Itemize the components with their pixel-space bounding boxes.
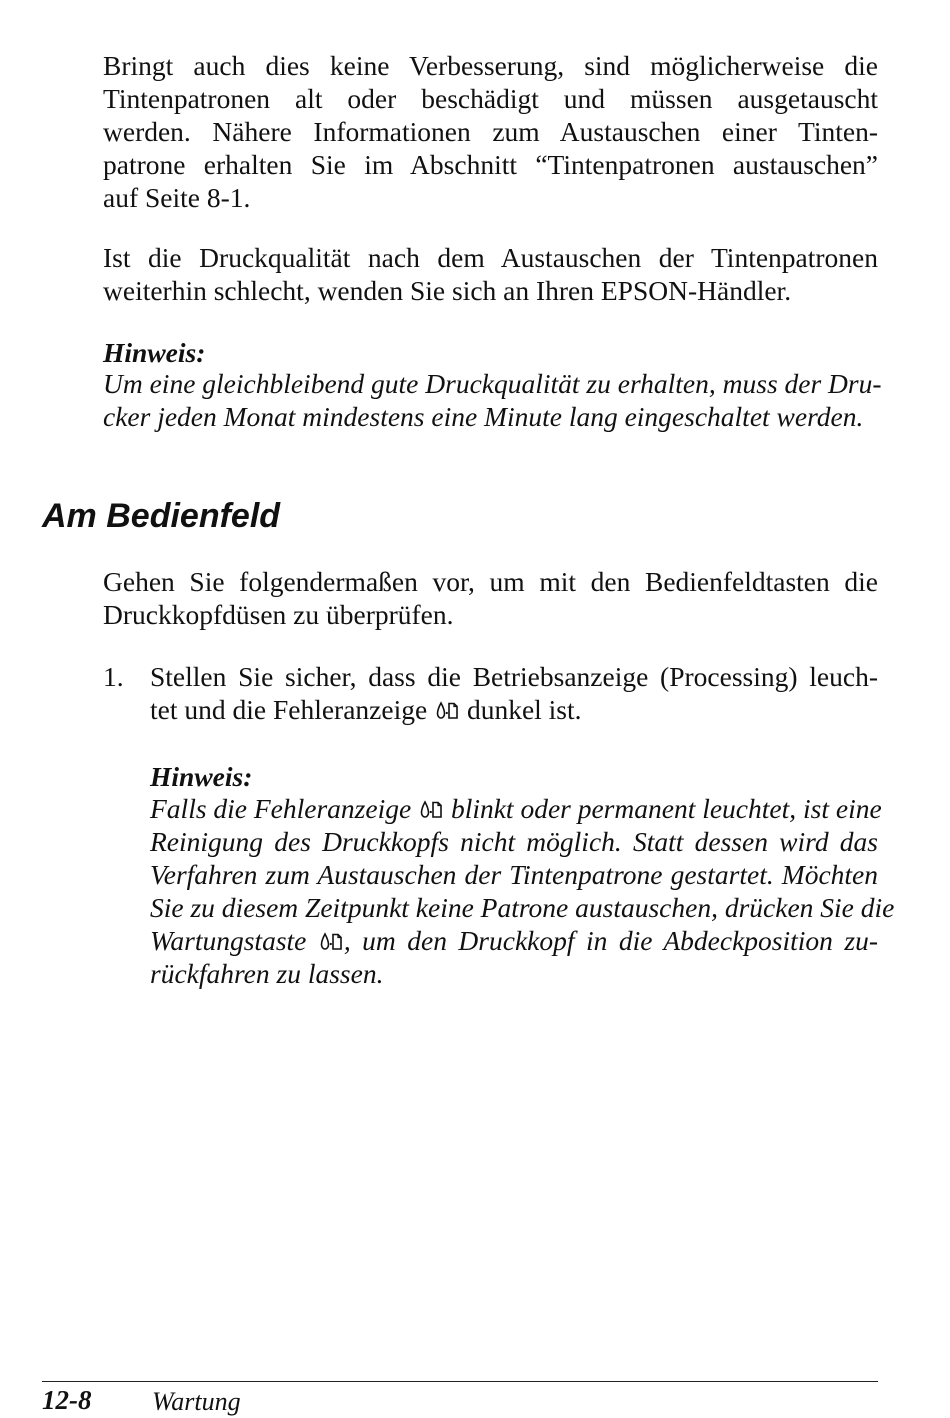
note-text-segment: , um den Druckkopf in die Abdeckposition zu- [343,925,878,956]
text-line [150,693,878,726]
text-line: weiterhin schlecht, wenden Sie sich an Ihren EPSON-Händler. [103,275,792,306]
step-text-segment: dunkel ist. [466,694,582,725]
step-text [150,660,878,726]
page-number: 12-8 [42,1385,92,1415]
section-intro [103,565,878,631]
step-text-segment: tet und die Fehleranzeige [150,694,428,725]
text-line: werden. Nähere Informationen zum Austauschen einer Tinten- [103,116,878,147]
paragraph-contact-dealer [103,241,878,307]
footer-divider [42,1381,878,1382]
note-text-segment: Wartungstaste [150,925,307,956]
note-cleaning-not-possible [150,792,895,990]
section-heading: Am Bedienfeld [42,497,281,535]
note-text-segment: Falls die Fehleranzeige [150,793,412,824]
text-line: Um eine gleichbleibend gute Druckqualität zu erhalten, muss der Dru- [103,368,882,399]
text-line: Bringt auch dies keine Verbesserung, sind möglicherweise die [103,50,878,81]
text-line [150,924,878,957]
chapter-title: Wartung [152,1387,241,1416]
text-line: Sie zu diesem Zeitpunkt keine Patrone austauschen, drücken Sie die [150,892,895,923]
text-line: Verfahren zum Austauschen der Tintenpatrone gestartet. Möchten [150,859,878,890]
text-line: patrone erhalten Sie im Abschnitt “Tintenpatronen austauschen” [103,149,878,180]
step-number: 1. [103,661,124,692]
note-title: Hinweis: [103,337,206,368]
paragraph-replace-cartridges [103,49,878,214]
ink-drop-paper-icon [436,701,458,721]
note-print-quality [103,367,882,433]
text-line: Ist die Druckqualität nach dem Austauschen der Tintenpatronen [103,242,878,273]
text-line [150,792,882,825]
text-line: cker jeden Monat mindestens eine Minute lang eingeschaltet werden. [103,401,864,432]
text-line: Druckkopfdüsen zu überprüfen. [103,599,454,630]
ink-drop-paper-icon [420,800,442,820]
note-title: Hinweis: [150,761,253,792]
text-line: Gehen Sie folgendermaßen vor, um mit den Bedienfeldtasten die [103,566,878,597]
ink-drop-paper-icon [320,932,342,952]
text-line: Tintenpatronen alt oder beschädigt und müssen ausgetauscht [103,83,878,114]
text-line: rückfahren zu lassen. [150,958,384,989]
text-line: Reinigung des Druckkopfs nicht möglich. Statt dessen wird das [150,826,878,857]
note-text-segment: blinkt oder permanent leuchtet, ist eine [450,793,882,824]
text-line: Stellen Sie sicher, dass die Betriebsanzeige (Processing) leuch- [150,661,878,692]
text-line: auf Seite 8-1. [103,182,251,213]
